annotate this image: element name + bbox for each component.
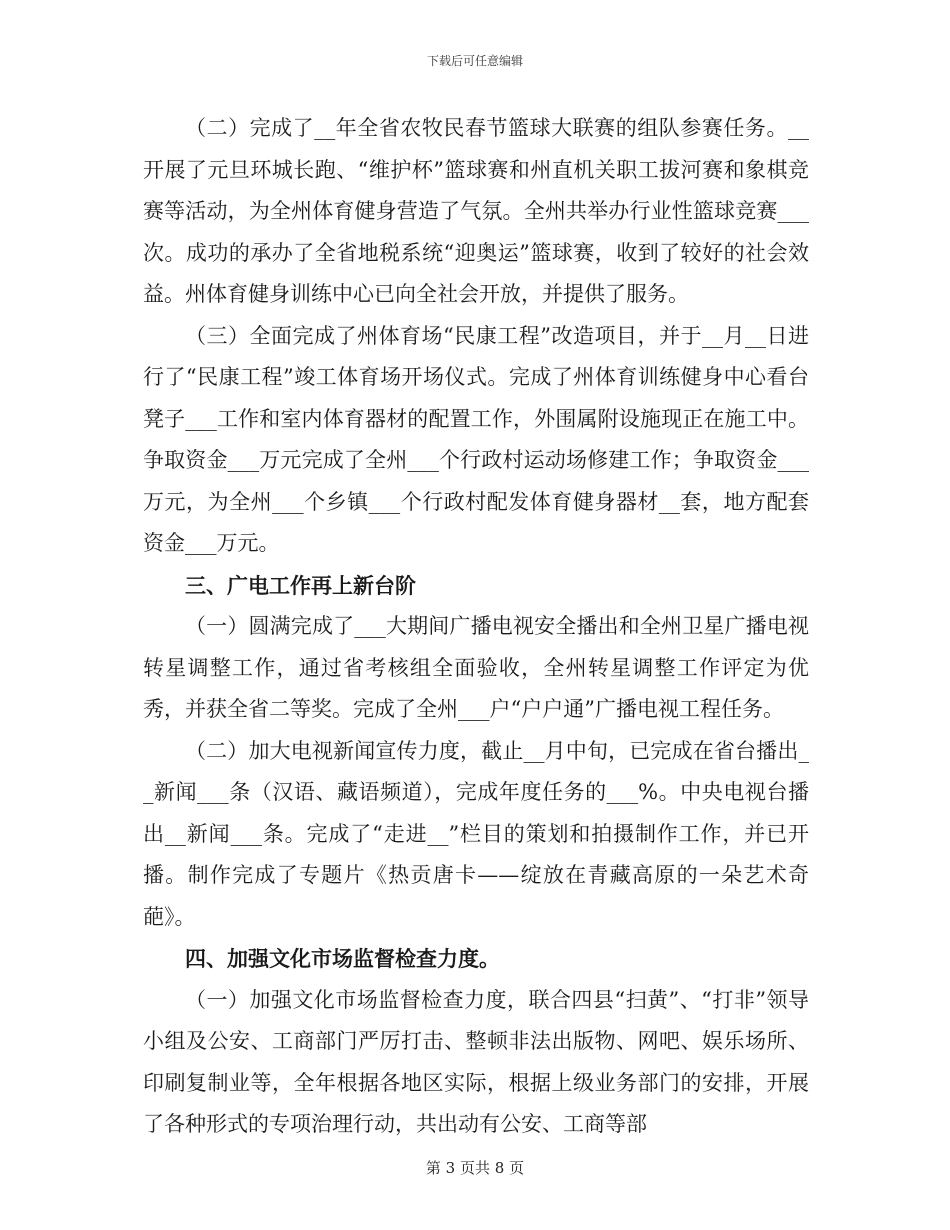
page-number-footer: 第 3 页共 8 页 <box>425 1159 525 1177</box>
paragraph-broadcast-safety: （一）圆满完成了___大期间广播电视安全播出和全州卫星广播电视转星调整工作，通过省考核组全面验收，全州转星调整工作评定为优秀，并获全省二等奖。完成了全州___户“户户通”广播电视工程任务。 <box>143 614 809 721</box>
paragraph-sports-league: （二）完成了__年全省农牧民春节篮球大联赛的组队参赛任务。__开展了元旦环城长跑、“维护杯”篮球赛和州直机关职工拔河赛和象棋竞赛等活动，为全州体育健身营造了气氛。全州共举办行业性篮球竞赛___次。成功的承办了全省地税系统“迎奥运”篮球赛，收到了较好的社会效益。州体育健身训练中心已向全社会开放，并提供了服务。 <box>143 116 809 306</box>
page-header-note: 下载后可任意编辑 <box>426 54 523 68</box>
section-heading-market-supervision: 四、加强文化市场监督检查力度。 <box>185 946 500 971</box>
paragraph-market-inspection: （一）加强文化市场监督检查力度，联合四县“扫黄”、“打非”领导小组及公安、工商部门严厉打击、整顿非法出版物、网吧、娱乐场所、印刷复制业等，全年根据各地区实际，根据上级业务部门的安排，开展了各种形式的专项治理行动，共出动有公安、工商等部 <box>143 987 809 1136</box>
paragraph-stadium-project: （三）全面完成了州体育场“民康工程”改造项目，并于__月__日进行了“民康工程”竣工体育场开场仪式。完成了州体育训练健身中心看台凳子___工作和室内体育器材的配置工作，外围属附设施现正在施工中。争取资金___万元完成了全州___个行政村运动场修建工作；争取资金___万元，为全州___个乡镇___个行政村配发体育健身器材__套，地方配套资金___万元。 <box>143 323 809 555</box>
section-heading-broadcasting: 三、广电工作再上新台阶 <box>185 572 416 598</box>
document-body <box>143 108 809 1146</box>
paragraph-tv-news: （二）加大电视新闻宣传力度，截止__月中旬，已完成在省台播出__新闻___条（汉语、藏语频道），完成年度任务的___%。中央电视台播出__新闻___条。完成了“走进__”栏目的策划和拍摄制作工作，并已开播。制作完成了专题片《热贡唐卡——绽放在青藏高原的一朵艺术奇葩》。 <box>143 738 809 929</box>
